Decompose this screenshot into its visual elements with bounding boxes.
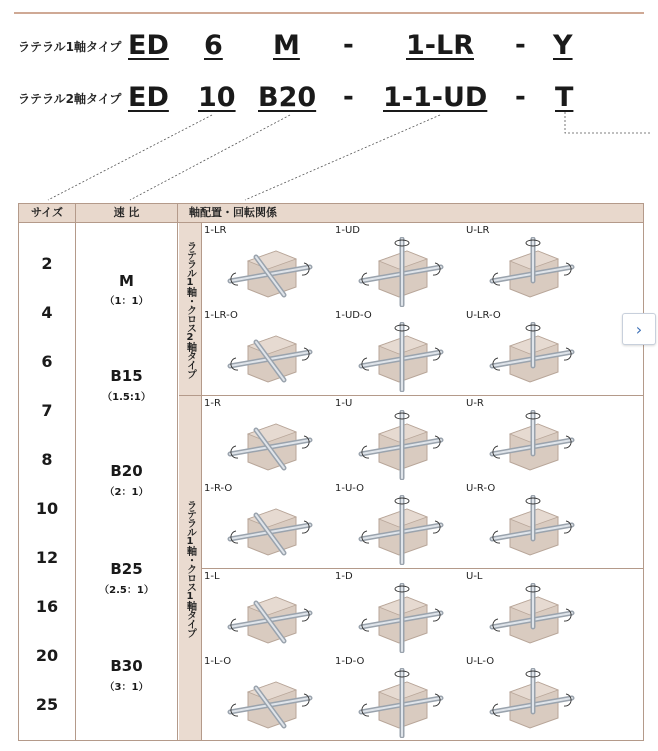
code-segment-size: 10 bbox=[198, 82, 236, 113]
leader-lines bbox=[0, 0, 658, 210]
layout-code-label: 1-LR-O bbox=[204, 310, 238, 321]
code-segment-ratio: B20 bbox=[258, 82, 317, 113]
gearbox-icon bbox=[357, 583, 447, 653]
layout-code-label: U-R-O bbox=[466, 483, 496, 494]
gearbox-icon bbox=[488, 237, 578, 307]
code-segment-ratio: M bbox=[273, 30, 300, 61]
layout-code-label: 1-UD-O bbox=[335, 310, 372, 321]
gearbox-icon bbox=[357, 495, 447, 565]
ratio-main: B20 bbox=[110, 462, 143, 480]
code-label: ラテラル2軸タイプ bbox=[18, 92, 122, 106]
size-value: 2 bbox=[41, 254, 53, 273]
ratio-main: M bbox=[119, 272, 134, 290]
gearbox-icon bbox=[357, 410, 447, 480]
code-dash: - bbox=[515, 82, 526, 112]
layout-code-label: 1-R-O bbox=[204, 483, 233, 494]
size-value: 16 bbox=[35, 597, 59, 616]
header-layout: 軸配置・回転関係 bbox=[189, 206, 277, 219]
layout-code-label: U-L bbox=[466, 571, 483, 582]
gearbox-icon bbox=[226, 668, 316, 738]
ratio-main: B30 bbox=[110, 657, 143, 675]
size-value: 7 bbox=[41, 401, 53, 420]
code-dash: - bbox=[343, 30, 354, 60]
size-value: 4 bbox=[41, 303, 53, 322]
layout-code-label: 1-R bbox=[204, 398, 221, 409]
gearbox-icon bbox=[226, 237, 316, 307]
layout-code-label: 1-D-O bbox=[335, 656, 365, 667]
ratio-sub: （3：1） bbox=[104, 682, 149, 693]
gearbox-icon bbox=[226, 583, 316, 653]
column-divider bbox=[201, 223, 202, 740]
chevron-right-icon: › bbox=[635, 319, 643, 339]
code-segment-size: 6 bbox=[204, 30, 223, 61]
next-page-button[interactable] bbox=[622, 313, 656, 345]
gearbox-icon bbox=[226, 495, 316, 565]
layout-code-label: U-LR-O bbox=[466, 310, 501, 321]
gearbox-icon bbox=[357, 237, 447, 307]
layout-code-label: 1-L-O bbox=[204, 656, 232, 667]
size-value: 6 bbox=[41, 352, 53, 371]
layout-code-label: U-R bbox=[466, 398, 484, 409]
gearbox-icon bbox=[488, 495, 578, 565]
size-value: 25 bbox=[35, 695, 59, 714]
gearbox-icon bbox=[488, 668, 578, 738]
layout-code-label: U-L-O bbox=[466, 656, 495, 667]
code-segment-option: T bbox=[555, 82, 574, 113]
ratio-sub: （1：1） bbox=[104, 296, 149, 307]
code-segment-series: ED bbox=[128, 30, 169, 61]
gearbox-icon bbox=[357, 668, 447, 738]
column-divider bbox=[177, 204, 178, 740]
ratio-sub: （2：1） bbox=[104, 487, 149, 498]
layout-code-label: 1-U-O bbox=[335, 483, 365, 494]
gearbox-icon bbox=[226, 322, 316, 392]
layout-code-label: 1-LR bbox=[204, 225, 227, 236]
size-value: 8 bbox=[41, 450, 53, 469]
layout-code-label: 1-UD bbox=[335, 225, 360, 236]
specification-table bbox=[18, 203, 644, 741]
size-value: 12 bbox=[35, 548, 59, 567]
ratio-main: B15 bbox=[110, 367, 143, 385]
size-value: 20 bbox=[35, 646, 59, 665]
ratio-main: B25 bbox=[110, 560, 143, 578]
code-segment-option: Y bbox=[553, 30, 573, 61]
header-ratio: 速 比 bbox=[113, 206, 140, 219]
table-header bbox=[19, 204, 643, 223]
code-segment-series: ED bbox=[128, 82, 169, 113]
gearbox-icon bbox=[226, 410, 316, 480]
size-value: 10 bbox=[35, 499, 59, 518]
gearbox-icon bbox=[357, 322, 447, 392]
section-divider bbox=[179, 395, 643, 396]
layout-code-label: 1-L bbox=[204, 571, 220, 582]
code-segment-layout: 1-1-UD bbox=[383, 82, 488, 113]
ratio-sub: （1.5:1） bbox=[102, 392, 151, 403]
header-size: サイズ bbox=[30, 206, 64, 219]
gearbox-icon bbox=[488, 583, 578, 653]
code-dash: - bbox=[343, 82, 354, 112]
layout-code-label: 1-D bbox=[335, 571, 353, 582]
band-label: ラテラル1軸・クロス1軸タイプ bbox=[184, 499, 196, 637]
section-divider bbox=[201, 568, 643, 569]
gearbox-icon bbox=[488, 410, 578, 480]
band-label: ラテラル1軸・クロス2軸タイプ bbox=[184, 240, 196, 378]
code-segment-layout: 1-LR bbox=[406, 30, 474, 61]
gearbox-icon bbox=[488, 322, 578, 392]
code-dash: - bbox=[515, 30, 526, 60]
layout-code-label: 1-U bbox=[335, 398, 353, 409]
ratio-sub: （2.5：1） bbox=[99, 585, 154, 596]
layout-code-label: U-LR bbox=[466, 225, 490, 236]
code-label: ラテラル1軸タイプ bbox=[18, 40, 122, 54]
